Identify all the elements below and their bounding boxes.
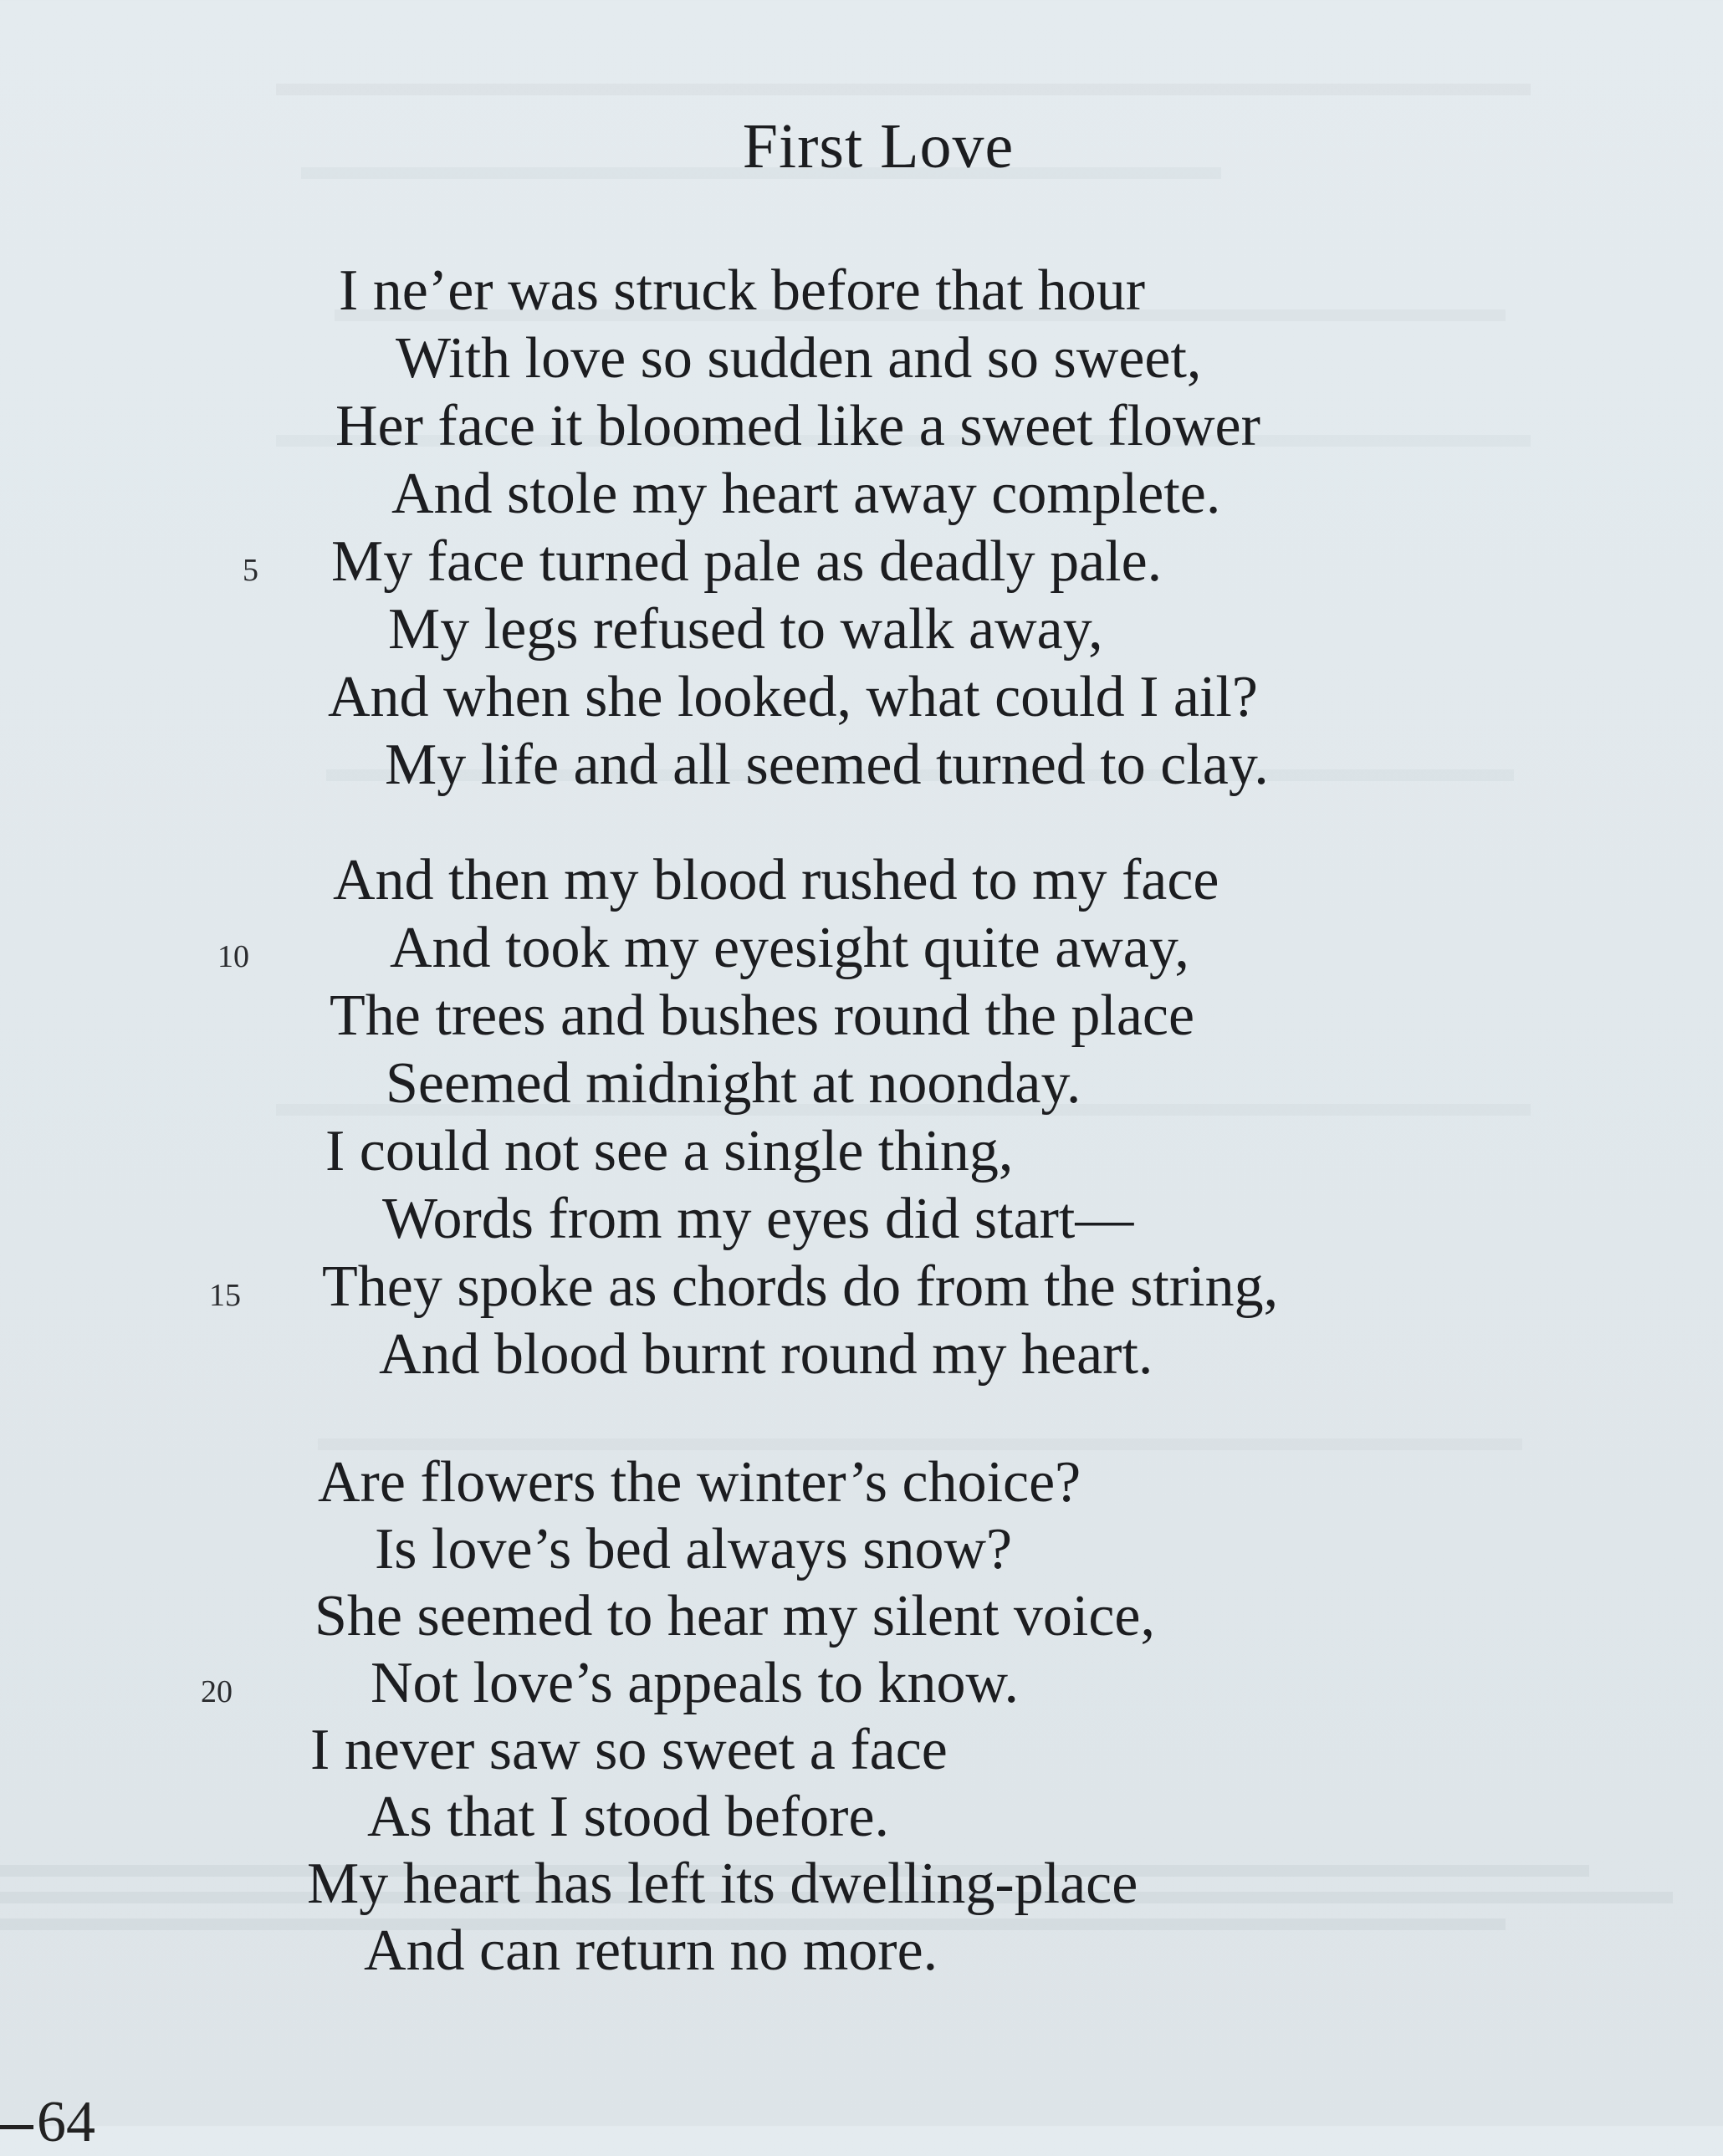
poem-line: And then my blood rushed to my face bbox=[333, 848, 1219, 912]
poem-line: She seemed to hear my silent voice, bbox=[314, 1584, 1155, 1648]
poem-line: Are flowers the winter’s choice? bbox=[318, 1450, 1081, 1515]
poem-line: I ne’er was struck before that hour bbox=[339, 258, 1146, 323]
poem-line: I never saw so sweet a face bbox=[310, 1718, 948, 1782]
poem-line: My face turned pale as deadly pale. bbox=[331, 529, 1163, 594]
poem-line: And took my eyesight quite away, bbox=[390, 916, 1189, 980]
poem-line: Words from my eyes did start— bbox=[382, 1187, 1134, 1251]
poem-line: And when she looked, what could I ail? bbox=[328, 665, 1258, 729]
line-number: 15 bbox=[209, 1278, 241, 1313]
poem-line: As that I stood before. bbox=[367, 1785, 890, 1849]
line-number: 5 bbox=[243, 553, 258, 588]
poem-line: My life and all seemed turned to clay. bbox=[385, 733, 1269, 797]
poem-line: Not love’s appeals to know. bbox=[371, 1651, 1020, 1715]
poem-line: They spoke as chords do from the string, bbox=[322, 1254, 1279, 1319]
poem-line: Is love’s bed always snow? bbox=[375, 1517, 1013, 1581]
poem-line: I could not see a single thing, bbox=[325, 1119, 1014, 1183]
poem-line: And blood burnt round my heart. bbox=[379, 1322, 1153, 1387]
poem-line: Seemed midnight at noonday. bbox=[386, 1051, 1081, 1116]
poem-line: My heart has left its dwelling-place bbox=[307, 1852, 1138, 1916]
poem-line: With love so sudden and so sweet, bbox=[396, 326, 1202, 391]
line-number: 20 bbox=[201, 1674, 233, 1709]
page-number-text: 64 bbox=[37, 2090, 95, 2154]
poem-title: First Love bbox=[742, 111, 1015, 181]
line-number: 10 bbox=[217, 939, 249, 974]
poem-line: My legs refused to walk away, bbox=[388, 597, 1103, 662]
poem-line: And stole my heart away complete. bbox=[391, 462, 1221, 526]
page-number bbox=[0, 2089, 95, 2156]
poem-line: And can return no more. bbox=[364, 1918, 938, 1983]
poem-line: Her face it bloomed like a sweet flower bbox=[335, 394, 1260, 458]
poem-line: The trees and bushes round the place bbox=[330, 983, 1195, 1048]
